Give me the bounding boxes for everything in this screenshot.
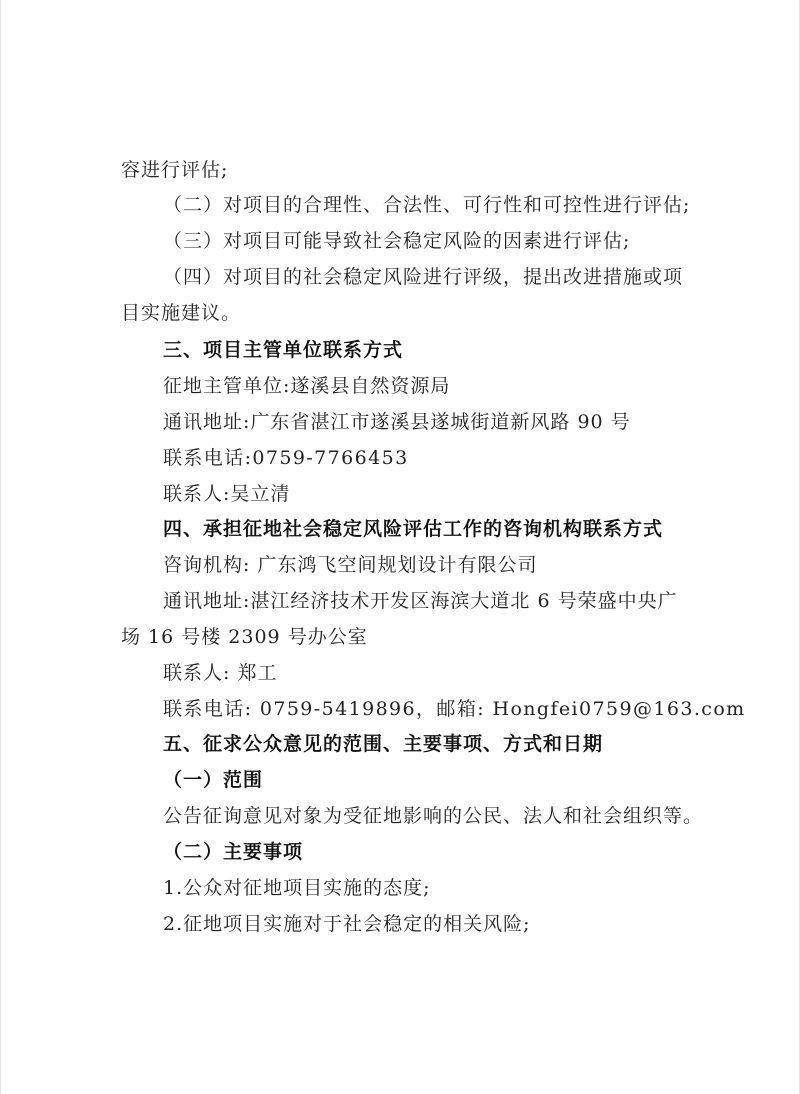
- list-item-risk-rating: （四）对项目的社会稳定风险进行评级，提出改进措施或项: [163, 266, 684, 288]
- authority-contact: 联系人:吴立清: [163, 483, 291, 505]
- section-heading-3: 三、项目主管单位联系方式: [163, 339, 404, 361]
- authority-phone: 联系电话:0759-7766453: [163, 447, 409, 469]
- paragraph-line: 容进行评估;: [121, 159, 229, 181]
- section-heading-4: 四、承担征地社会稳定风险评估工作的咨询机构联系方式: [163, 518, 664, 540]
- consultant-name: 咨询机构: 广东鸿飞空间规划设计有限公司: [163, 554, 538, 576]
- subsection-heading-main-matters: （二）主要事项: [163, 841, 304, 863]
- scope-text: 公告征询意见对象为受征地影响的公民、法人和社会组织等。: [163, 805, 704, 827]
- list-item-evaluate-risk-factors: （三）对项目可能导致社会稳定风险的因素进行评估;: [163, 230, 631, 252]
- authority-address: 通讯地址:广东省湛江市遂溪县遂城街道新风路 90 号: [163, 411, 631, 433]
- authority-name: 征地主管单位:遂溪县自然资源局: [163, 375, 451, 397]
- consultant-address-continued: 场 16 号楼 2309 号办公室: [121, 626, 368, 648]
- list-item-risk-rating-continued: 目实施建议。: [121, 302, 242, 324]
- matter-item-1: 1.公众对征地项目实施的态度;: [163, 877, 431, 899]
- consultant-phone-email: 联系电话: 0759-5419896，邮箱: Hongfei0759@163.com: [163, 698, 746, 720]
- section-heading-5: 五、征求公众意见的范围、主要事项、方式和日期: [163, 733, 604, 755]
- matter-item-2: 2.征地项目实施对于社会稳定的相关风险;: [163, 913, 531, 935]
- list-item-evaluate-rationality: （二）对项目的合理性、合法性、可行性和可控性进行评估;: [163, 194, 691, 216]
- consultant-contact: 联系人: 郑工: [163, 662, 278, 684]
- consultant-address: 通讯地址:湛江经济技术开发区海滨大道北 6 号荣盛中央广: [163, 590, 678, 612]
- subsection-heading-scope: （一）范围: [163, 769, 264, 791]
